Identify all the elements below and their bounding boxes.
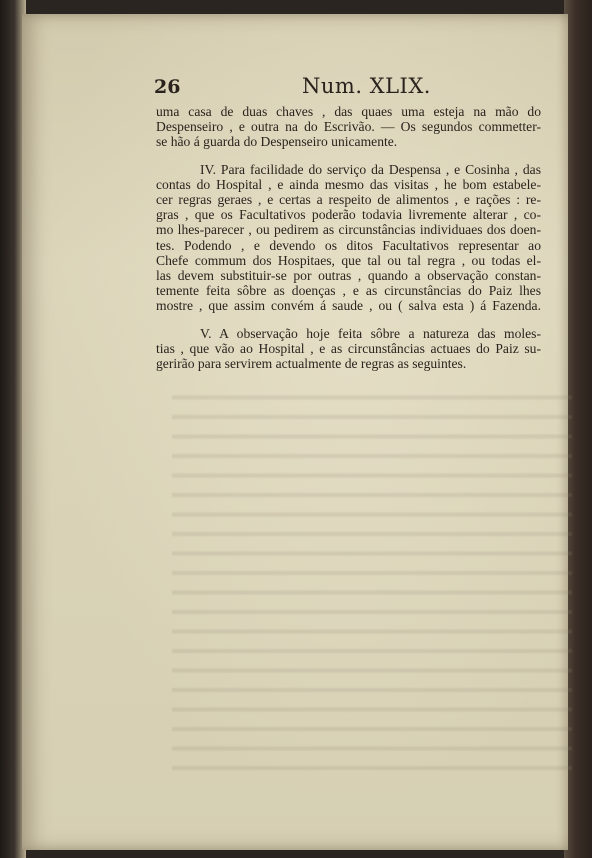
text-line: uma casa de duas chaves , das quaes uma esteja na mão do [156, 104, 541, 119]
text-line: contas do Hospital , e ainda mesmo das visitas , he bom estabele- [156, 176, 541, 192]
show-through-text [172, 386, 572, 776]
text-line: tes. Podendo , e devendo os ditos Facultativos representar ao [156, 237, 541, 253]
text-line: gras , que os Facultativos poderão todavia livremente alterar , co- [156, 207, 541, 223]
paragraph-iv [156, 162, 541, 314]
text-line: se hão á guarda do Despenseiro unicamente. [156, 134, 398, 150]
text-line: mo lhes-parecer , ou pedirem as circunstâncias individuaes dos doen- [156, 222, 541, 238]
text-line: Despenseiro , e outra na do Escrivão. — Os segundos commetter- [156, 119, 541, 135]
text-line: tias , que vão ao Hospital , e as circunstâncias actuaes do Paiz su- [156, 340, 541, 356]
text-line: mostre , que assim convém á saude , ou ( salva esta ) á Fazenda. [156, 298, 541, 314]
text-line: gerirão para servirem actualmente de regras as seguintes. [156, 356, 467, 372]
text-line: Chefe commum dos Hospitaes, que tal ou tal regra , ou todas el- [156, 252, 541, 268]
text-line: V. A observação hoje feita sôbre a natureza das moles- [200, 325, 541, 341]
text-line: cer regras geraes , e certas a respeito de alimentos , e rações : re- [156, 192, 541, 208]
body-text [156, 104, 541, 371]
text-line: las devem substituir-se por outras , quando a observação constan- [156, 268, 541, 284]
paragraph-continuation [156, 104, 541, 150]
text-line: IV. Para facilidade do serviço da Despensa , e Cosinha , das [200, 161, 541, 177]
text-line: temente feita sôbre as doenças , e as circunstâncias do Paiz lhes [156, 283, 541, 299]
running-head: Num. XLIX. [302, 74, 431, 98]
page-header [154, 74, 549, 102]
paragraph-v [156, 326, 541, 372]
page-number: 26 [154, 76, 181, 98]
